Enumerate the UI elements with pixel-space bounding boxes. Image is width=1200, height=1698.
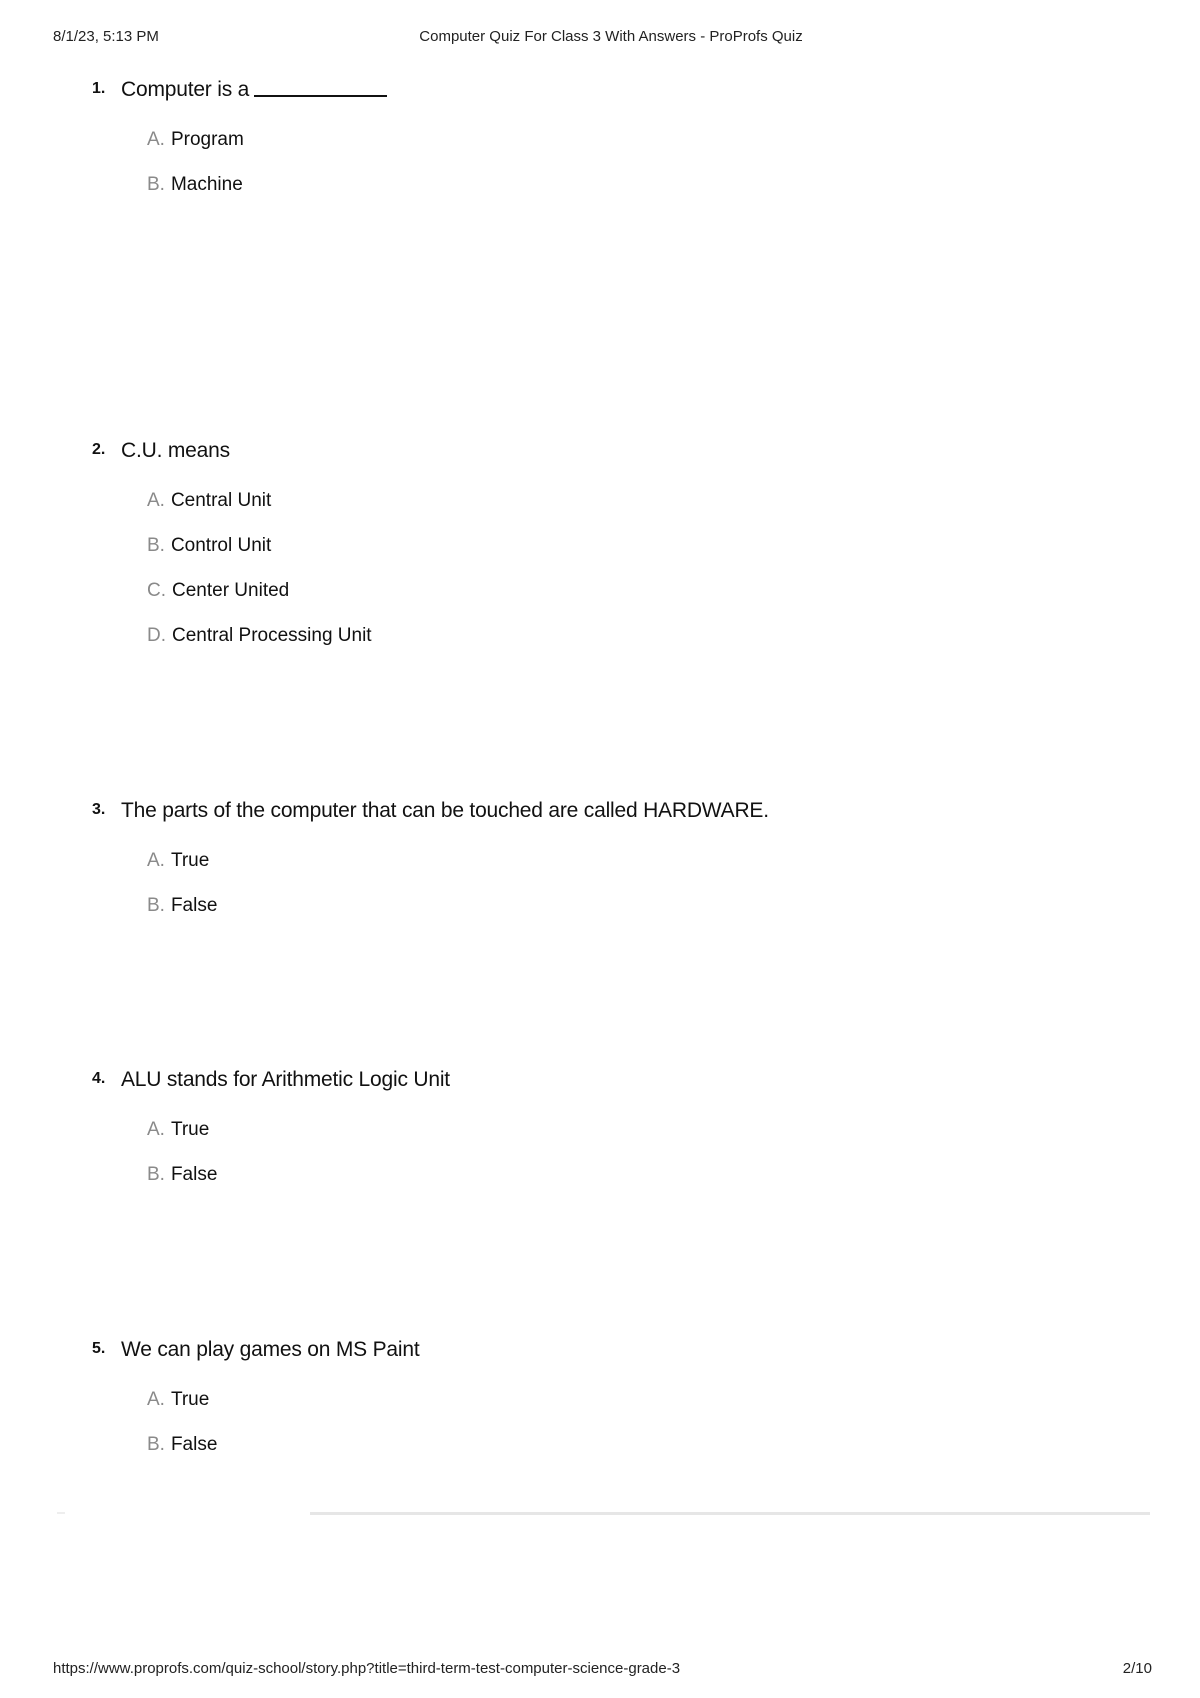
option-a[interactable]	[147, 1118, 1152, 1163]
question-3	[92, 799, 1152, 955]
question-number: 2.	[92, 441, 106, 458]
option-b[interactable]	[147, 173, 1152, 218]
question-number: 5.	[92, 1340, 106, 1357]
option-letter: A.	[147, 850, 165, 871]
option-letter: A.	[147, 1119, 165, 1140]
question-text: We can play games on MS Paint	[121, 1338, 420, 1361]
question-text: Computer is a	[121, 78, 387, 102]
print-title: Computer Quiz For Class 3 With Answers - ProProfs Quiz	[419, 28, 803, 45]
option-letter: B.	[147, 1164, 165, 1185]
option-text: Control Unit	[170, 535, 272, 556]
option-text: True	[170, 1389, 210, 1410]
print-header	[0, 28, 1200, 48]
option-list	[147, 128, 1152, 218]
option-letter: A.	[147, 490, 165, 511]
question-header	[92, 799, 1152, 827]
option-text: Machine	[170, 174, 243, 195]
option-b[interactable]	[147, 894, 1152, 939]
question-text: C.U. means	[121, 439, 230, 462]
question-5	[92, 1338, 1152, 1494]
option-list	[147, 1118, 1152, 1208]
question-header	[92, 1068, 1152, 1096]
option-text: True	[170, 1119, 210, 1140]
option-c[interactable]	[147, 579, 1152, 624]
question-2	[92, 439, 1152, 685]
section-divider	[310, 1512, 1150, 1515]
option-list	[147, 1388, 1152, 1478]
option-a[interactable]	[147, 1388, 1152, 1433]
option-b[interactable]	[147, 1433, 1152, 1478]
option-letter: B.	[147, 535, 165, 556]
question-header	[92, 78, 1152, 106]
option-text: Central Processing Unit	[172, 625, 372, 646]
option-letter: C.	[147, 580, 166, 601]
question-4	[92, 1068, 1152, 1224]
question-number: 1.	[92, 80, 106, 97]
option-text: False	[170, 1434, 218, 1455]
option-a[interactable]	[147, 489, 1152, 534]
option-letter: D.	[147, 625, 166, 646]
option-text: Center United	[172, 580, 290, 601]
page-number: 2/10	[1122, 1660, 1152, 1677]
option-text: Central Unit	[170, 490, 272, 511]
option-letter: B.	[147, 895, 165, 916]
option-a[interactable]	[147, 128, 1152, 173]
question-text: ALU stands for Arithmetic Logic Unit	[121, 1068, 450, 1091]
option-b[interactable]	[147, 534, 1152, 579]
option-text: False	[170, 895, 218, 916]
question-header	[92, 1338, 1152, 1366]
print-url: https://www.proprofs.com/quiz-school/story.php?title=third-term-test-computer-science-grade-3	[53, 1660, 681, 1677]
question-text: The parts of the computer that can be touched are called HARDWARE.	[121, 799, 769, 822]
question-header	[92, 439, 1152, 467]
option-letter: A.	[147, 1389, 165, 1410]
answer-blank	[254, 95, 387, 97]
option-list	[147, 489, 1152, 669]
question-1	[92, 78, 1152, 234]
question-number: 4.	[92, 1070, 106, 1087]
option-d[interactable]	[147, 624, 1152, 669]
option-letter: B.	[147, 174, 165, 195]
option-a[interactable]	[147, 849, 1152, 894]
option-text: True	[170, 850, 210, 871]
option-list	[147, 849, 1152, 939]
question-number: 3.	[92, 801, 106, 818]
print-footer	[0, 1660, 1200, 1680]
option-letter: A.	[147, 129, 165, 150]
option-b[interactable]	[147, 1163, 1152, 1208]
print-date: 8/1/23, 5:13 PM	[53, 28, 159, 45]
option-text: Program	[170, 129, 244, 150]
divider-stub	[57, 1512, 65, 1514]
option-letter: B.	[147, 1434, 165, 1455]
option-text: False	[170, 1164, 218, 1185]
